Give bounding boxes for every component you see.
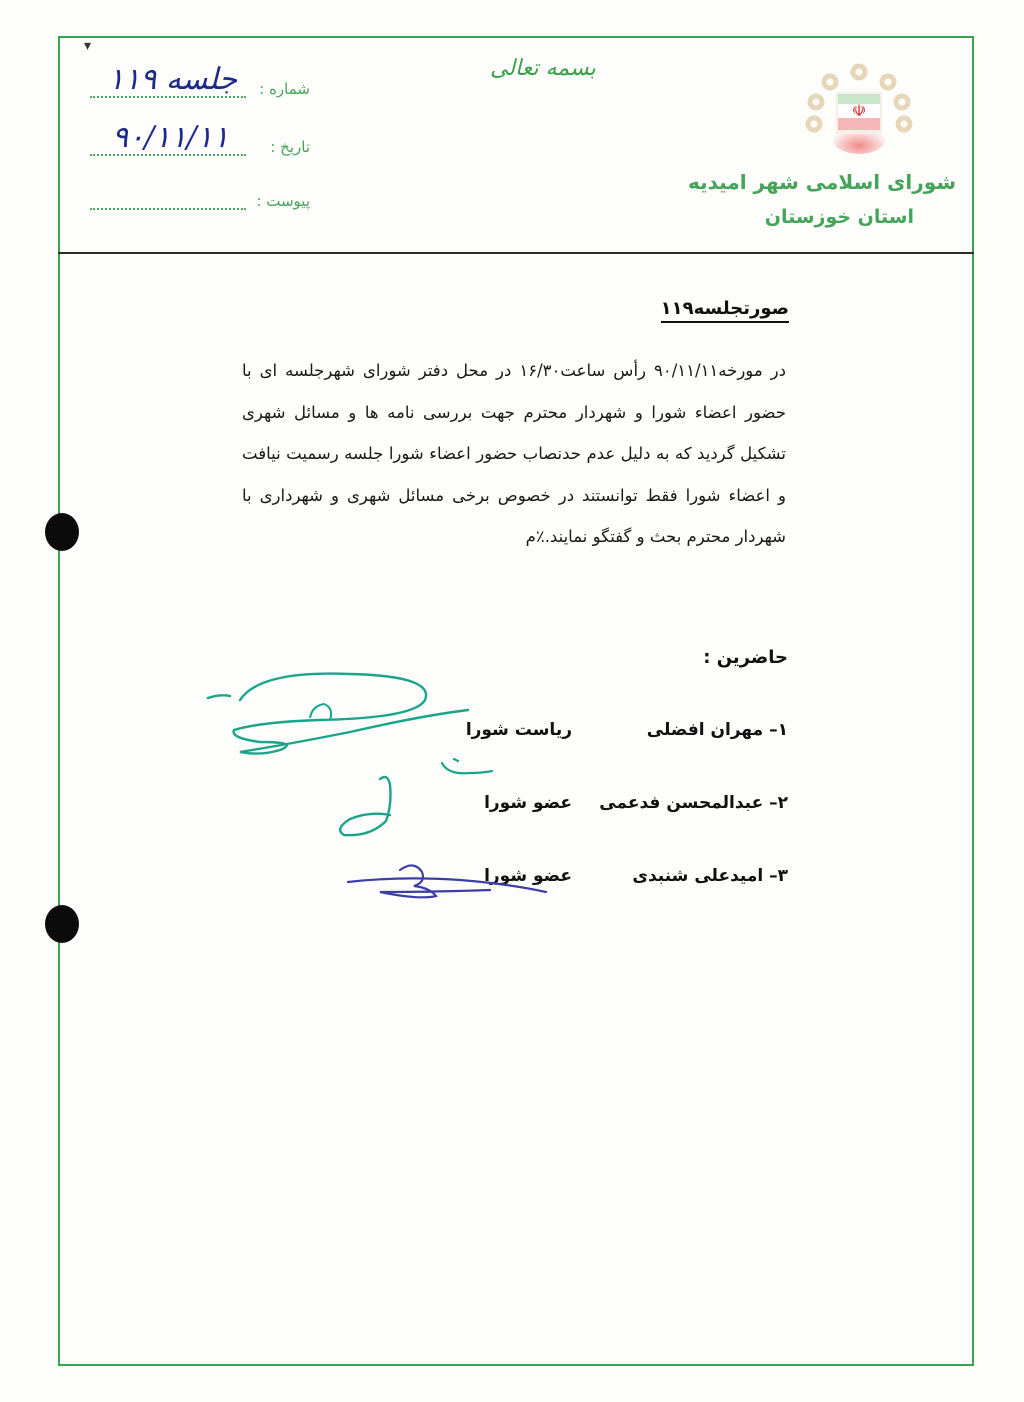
signature-3 — [340, 852, 560, 908]
date-value: ۹۰/۱۱/۱۱ — [112, 120, 229, 155]
document-title: صورتجلسه۱۱۹ — [661, 298, 789, 323]
hole-punch-mark — [45, 905, 79, 943]
attendee-role: ریاست شورا — [465, 720, 572, 740]
attachment-label: پیوست : — [256, 192, 310, 210]
signature-2 — [330, 745, 500, 845]
number-value: جلسه ۱۱۹ — [108, 62, 238, 97]
attendee-role: عضو شورا — [484, 866, 572, 886]
hole-punch-mark — [45, 513, 79, 551]
date-field — [90, 120, 310, 162]
province-name: استان خوزستان — [764, 206, 914, 228]
number-label: شماره : — [259, 80, 310, 98]
scan-mark: ▾ — [84, 38, 92, 54]
attendee-name: ۳– امیدعلی شنبدی — [632, 866, 788, 886]
iran-emblem-icon — [800, 62, 918, 162]
attendee-name: ۱– مهران افضلی — [646, 720, 788, 740]
attachment-field — [90, 188, 310, 216]
basmala: بسمه تعالی — [490, 56, 596, 81]
document-body: در مورخه۹۰/۱۱/۱۱ رأس ساعت۱۶/۳۰ در محل دفتر شورای شهرجلسه ای با حضور اعضاء شورا و شهردار محترم جهت بررسی نامه ها و مسائل شهری تشکیل گردید که به دلیل عدم حدنصاب حضور اعضاء شورا جلسه رسمیت نیافت و اعضاء شورا فقط توانستند در خصوص برخی مسائل شهری و شهرداری با شهردار محترم بحث و گفتگو نمایند.٪م — [242, 361, 786, 546]
page-frame — [58, 36, 974, 1366]
attendee-name: ۲– عبدالمحسن فدعمی — [599, 793, 788, 813]
date-label: تاریخ : — [270, 138, 310, 156]
attendee-role: عضو شورا — [484, 793, 572, 813]
header-separator — [58, 252, 974, 254]
attachment-dots — [90, 208, 246, 210]
council-name: شورای اسلامی شهر امیدیه — [687, 170, 956, 194]
svg-text:☫: ☫ — [851, 101, 867, 120]
number-field — [90, 62, 310, 104]
attendees-title: حاضرین : — [703, 647, 788, 668]
